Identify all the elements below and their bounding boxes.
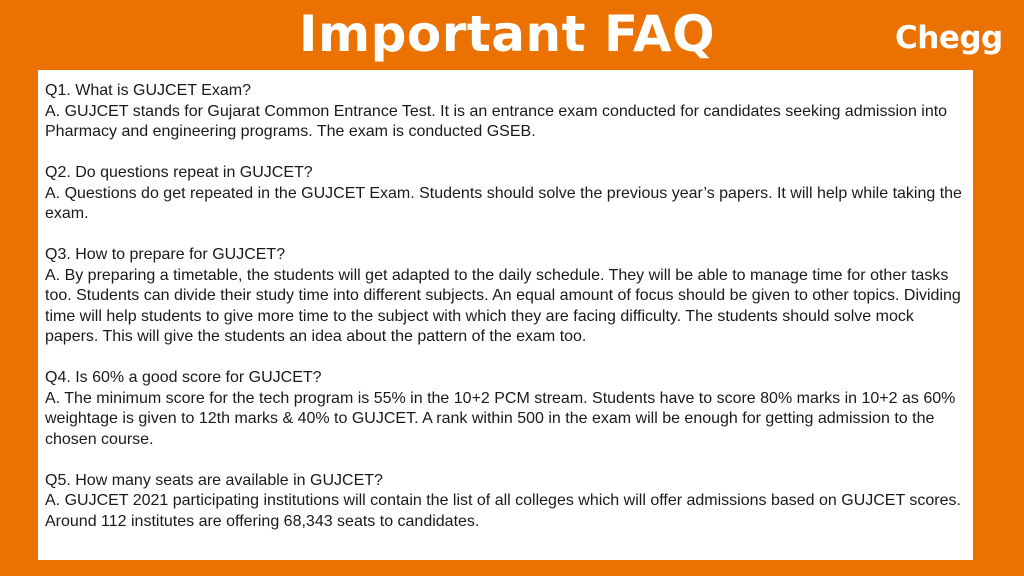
page-title: Important FAQ [298,5,716,63]
faq-answer: A. GUJCET 2021 participating institutions will contain the list of all colleges which will offer admissions based on GUJCET scores. Around 112 institutes are offering 68,343 seats to candidates. [45,492,961,530]
faq-question: Q5. How many seats are available in GUJCET? [45,471,383,489]
faq-item-3 [45,245,965,348]
chegg-logo: Chegg [895,20,1003,56]
faq-item-1 [45,81,965,143]
faq-answer: A. Questions do get repeated in the GUJCET Exam. Students should solve the previous year’s papers. It will help while taking the exam. [45,184,962,222]
faq-answer: A. The minimum score for the tech program is 55% in the 10+2 PCM stream. Students have to score 80% marks in 10+2 as 60% weightage is given to 12th marks & 40% to GUJCET. A rank within 500 in the exam will be enough for getting admission to the chosen course. [45,389,956,448]
faq-question: Q3. How to prepare for GUJCET? [45,246,286,263]
faq-item-5 [45,471,965,533]
faq-question: Q4. Is 60% a good score for GUJCET? [45,369,322,386]
faq-panel [38,70,973,560]
faq-item-2 [45,163,965,225]
faq-answer: A. By preparing a timetable, the students will get adapted to the daily schedule. They will be able to manage time for other tasks too. Students can divide their study time into different subjects. An equal amount of focus should be given to other topics. Dividing time will help students to give more time to the subject with which they are facing difficulty. The students should solve mock papers. This will give the students an idea about the pattern of the exam too. [45,266,961,345]
faq-question: Q2. Do questions repeat in GUJCET? [45,164,313,181]
faq-question: Q1. What is GUJCET Exam? [45,82,251,99]
faq-answer: A. GUJCET stands for Gujarat Common Entrance Test. It is an entrance exam conducted for candidates seeking admission into Pharmacy and engineering programs. The exam is conducted GSEB. [45,102,948,140]
faq-item-4 [45,368,965,450]
